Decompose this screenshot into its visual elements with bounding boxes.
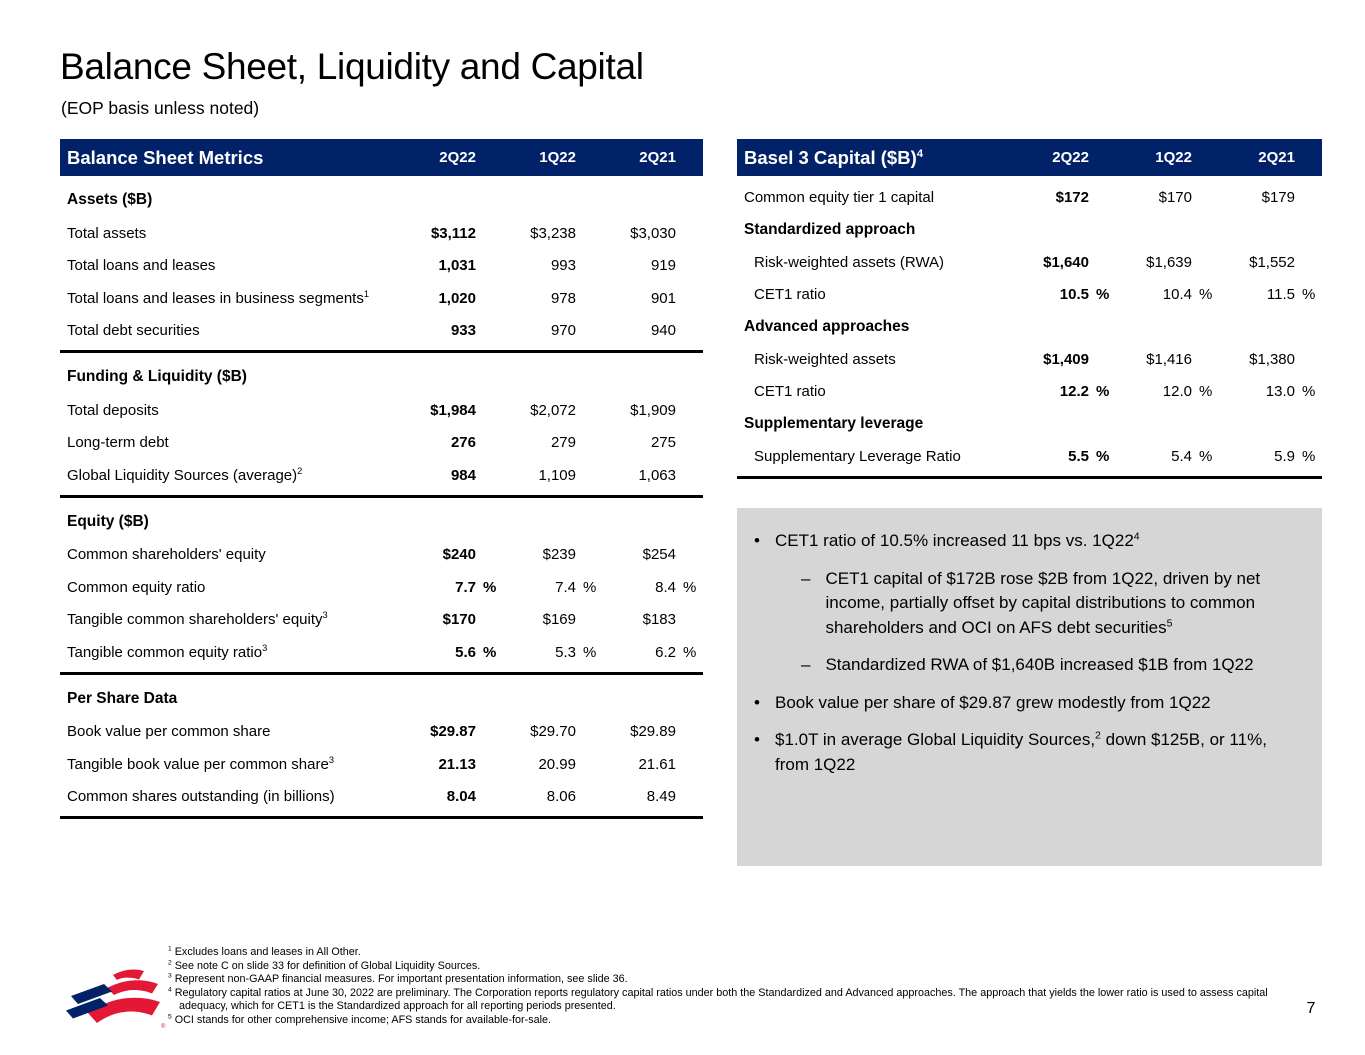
value-cell: 21.61 xyxy=(638,755,676,773)
table-row xyxy=(60,571,703,604)
percent-cell: % xyxy=(1302,286,1316,304)
value-cell: $1,909 xyxy=(630,401,676,419)
percent-cell: % xyxy=(483,578,497,596)
value-cell: 984 xyxy=(450,466,476,484)
balance-sheet-table-body xyxy=(60,176,703,819)
bullet-marker: • xyxy=(754,730,760,749)
value-cell: 901 xyxy=(650,289,676,307)
sub-bullet-item xyxy=(801,653,1300,678)
value-cell: 993 xyxy=(550,257,576,275)
row-label: Tangible common equity ratio$^3$ xyxy=(67,642,268,661)
table-section xyxy=(60,176,703,353)
bullet-item xyxy=(754,728,1300,777)
section-heading: Equity ($B) xyxy=(67,512,149,530)
row-label: Common equity tier 1 capital xyxy=(744,188,935,206)
footnote-ref: 2 xyxy=(1095,729,1101,742)
value-cell: $179 xyxy=(1261,188,1295,206)
table-title: Balance Sheet Metrics xyxy=(67,146,264,168)
value-cell: 12.2 xyxy=(1059,383,1089,401)
value-cell: 275 xyxy=(650,434,676,452)
table-section xyxy=(60,498,703,675)
value-cell: 13.0 xyxy=(1265,383,1295,401)
section-heading: Assets ($B) xyxy=(67,191,153,208)
group-heading: Supplementary leverage xyxy=(744,415,924,433)
table-row xyxy=(60,250,703,283)
value-cell: $169 xyxy=(542,611,576,629)
row-label: Risk-weighted assets xyxy=(754,350,896,368)
row-label: Risk-weighted assets (RWA) xyxy=(754,253,945,271)
basel3-capital-table xyxy=(737,139,1322,479)
row-label: CET1 ratio xyxy=(754,286,826,304)
value-cell: 5.5 xyxy=(1068,448,1089,466)
row-label: Total deposits xyxy=(67,401,159,419)
sub-bullet-text: CET1 capital of $172B rose $2B from 1Q22, driven by net income, partially offset by capital distributions to common shareholders and OCI on AFS debt securities$^5$ xyxy=(825,568,1261,637)
footnotes xyxy=(168,946,1270,1028)
row-label: Common shares outstanding (in billions) xyxy=(67,788,335,806)
value-cell: $3,030 xyxy=(630,224,676,242)
bullet-marker: • xyxy=(754,531,760,550)
value-cell: 1,020 xyxy=(438,289,476,307)
value-cell: 20.99 xyxy=(538,755,576,773)
percent-cell: % xyxy=(1199,286,1213,304)
footnote-ref: 3 xyxy=(322,610,328,621)
table-row xyxy=(737,376,1322,409)
value-cell: $239 xyxy=(542,546,576,564)
row-label: Common equity ratio xyxy=(67,578,206,596)
basel3-table-body xyxy=(737,176,1322,479)
value-cell: $2,072 xyxy=(530,401,576,419)
group-heading: Advanced approaches xyxy=(744,317,910,335)
value-cell: 933 xyxy=(450,322,476,340)
percent-cell: % xyxy=(583,643,597,661)
value-cell: 5.4 xyxy=(1171,448,1192,466)
value-cell: $3,238 xyxy=(530,224,576,242)
footnote-ref: 2 xyxy=(297,465,303,476)
row-label: Supplementary Leverage Ratio xyxy=(754,448,961,466)
percent-cell: % xyxy=(1302,448,1316,466)
table-row xyxy=(737,181,1322,214)
footnote-ref: 3 xyxy=(262,642,268,653)
value-cell: 5.3 xyxy=(555,643,576,661)
value-cell: 276 xyxy=(450,434,476,452)
table-row xyxy=(60,748,703,781)
value-cell: 919 xyxy=(650,257,676,275)
footnote-ref: 1 xyxy=(363,288,370,299)
table-row xyxy=(60,427,703,460)
table-section xyxy=(60,353,703,498)
footnote-ref: 4 xyxy=(916,147,924,160)
value-cell: $29.87 xyxy=(430,723,476,741)
bullet-marker: • xyxy=(754,692,760,712)
bank-of-america-logo xyxy=(57,962,169,1036)
sub-bullet-text: Standardized RWA of $1,640B increased $1B from 1Q22 xyxy=(825,655,1254,674)
footnote-ref: 5 xyxy=(1166,616,1173,629)
value-cell: $29.89 xyxy=(630,723,676,741)
value-cell: 10.4 xyxy=(1162,286,1192,304)
percent-cell: % xyxy=(1302,383,1316,401)
value-cell: $240 xyxy=(442,546,476,564)
bullet-item xyxy=(754,691,1300,716)
value-cell: 8.49 xyxy=(646,788,676,806)
percent-cell: % xyxy=(1199,448,1213,466)
table-row xyxy=(60,217,703,250)
table-row xyxy=(60,539,703,572)
column-header: 1Q22 xyxy=(1155,149,1192,166)
value-cell: 5.6 xyxy=(455,643,476,661)
sub-bullet-item xyxy=(801,567,1300,641)
balance-sheet-table-header xyxy=(60,139,703,176)
table-title: Basel 3 Capital ($B)$^4$ xyxy=(744,146,924,168)
bullet-text: Book value per share of $29.87 grew modestly from 1Q22 xyxy=(775,692,1211,712)
table-row xyxy=(60,716,703,749)
column-header: 2Q21 xyxy=(1258,149,1295,166)
section-heading: Per Share Data xyxy=(67,689,178,707)
table-section xyxy=(60,675,703,820)
table-row xyxy=(60,459,703,492)
page-number: 7 xyxy=(1306,1000,1316,1017)
footnote: $^1$ Excludes loans and leases in All Other. xyxy=(168,945,361,958)
percent-cell: % xyxy=(683,578,697,596)
column-header: 2Q22 xyxy=(1052,149,1089,166)
table-row xyxy=(737,440,1322,473)
footnote-ref: 4 xyxy=(1133,530,1140,543)
footnote-number: 4 xyxy=(168,986,172,994)
footnote-number: 2 xyxy=(168,959,172,966)
balance-sheet-metrics-table xyxy=(60,139,703,819)
value-cell: 7.7 xyxy=(455,578,476,596)
dash-marker: – xyxy=(801,568,811,588)
column-header: 1Q22 xyxy=(539,149,576,166)
value-cell: 940 xyxy=(650,322,676,340)
value-cell: $183 xyxy=(642,611,676,629)
row-label: Book value per common share xyxy=(67,723,271,741)
footnote-ref: 3 xyxy=(328,754,334,765)
bullet-item xyxy=(754,529,1300,554)
row-label: Global Liquidity Sources (average)$^2$ xyxy=(67,465,303,484)
value-cell: 1,109 xyxy=(538,466,576,484)
percent-cell: % xyxy=(483,643,497,661)
value-cell: $254 xyxy=(642,546,676,564)
footnote: $^2$ See note C on slide 33 for definition of Global Liquidity Sources. xyxy=(168,959,481,972)
row-label: Tangible common shareholders' equity$^3$ xyxy=(67,610,328,629)
value-cell: 1,031 xyxy=(438,257,476,275)
row-label: Common shareholders' equity xyxy=(67,546,266,564)
value-cell: 8.4 xyxy=(655,578,676,596)
value-cell: 21.13 xyxy=(438,755,476,773)
row-label: Total loans and leases xyxy=(67,257,216,275)
bullet-text: $1.0T in average Global Liquidity Sources,$^2$ down $125B, or 11%, from 1Q22 xyxy=(775,729,1267,774)
value-cell: 978 xyxy=(550,289,576,307)
value-cell: 6.2 xyxy=(655,643,676,661)
percent-cell: % xyxy=(1199,383,1213,401)
value-cell: 8.04 xyxy=(446,788,476,806)
row-label: CET1 ratio xyxy=(754,383,826,401)
value-cell: $170 xyxy=(1158,188,1192,206)
column-header: 2Q22 xyxy=(439,149,476,166)
page-title: Balance Sheet, Liquidity and Capital xyxy=(60,46,644,87)
footnote: $^5$ OCI stands for other comprehensive income; AFS stands for available-for-sale. xyxy=(168,1013,551,1026)
row-label: Total loans and leases in business segments$^1$ xyxy=(67,288,370,307)
value-cell: 970 xyxy=(550,322,576,340)
table-row xyxy=(737,278,1322,311)
value-cell: 12.0 xyxy=(1162,383,1192,401)
bullet-text: CET1 ratio of 10.5% increased 11 bps vs. $1Q22^4$ xyxy=(775,530,1140,550)
table-row xyxy=(737,343,1322,376)
value-cell: 1,063 xyxy=(638,466,676,484)
page-subtitle: (EOP basis unless noted) xyxy=(61,98,260,118)
column-header: 2Q21 xyxy=(639,149,676,166)
value-cell: $3,112 xyxy=(430,224,476,242)
footnote: $^3$ Represent non-GAAP financial measures. For important presentation information, see slide 36. xyxy=(168,972,628,986)
dash-marker: – xyxy=(801,655,811,674)
table-row xyxy=(60,315,703,348)
table-row xyxy=(60,282,703,315)
value-cell: 279 xyxy=(550,434,576,452)
value-cell: $1,552 xyxy=(1249,253,1295,271)
value-cell: $29.70 xyxy=(530,723,576,741)
footnote-number: 1 xyxy=(168,945,172,953)
footnote: $^4$ Regulatory capital ratios at June 30, 2022 are preliminary. The Corporation reports regulatory capital ratios under both the Standardized and Advanced approaches. The approach that yields the lower ratio is used to assess capital adequacy, which for CET1 is the Standardized approach for all reporting periods presented. xyxy=(168,986,1268,1013)
highlights-box xyxy=(737,508,1322,866)
value-cell: 11.5 xyxy=(1266,286,1295,304)
percent-cell: % xyxy=(1096,286,1110,304)
value-cell: $1,640 xyxy=(1043,253,1089,271)
table-row xyxy=(737,246,1322,279)
percent-cell: % xyxy=(683,643,697,661)
footnote-number: 3 xyxy=(168,972,172,980)
value-cell: 5.9 xyxy=(1274,448,1295,466)
value-cell: $1,639 xyxy=(1146,253,1192,271)
table-row xyxy=(60,781,703,814)
value-cell: $170 xyxy=(442,611,476,629)
table-row xyxy=(60,394,703,427)
value-cell: $172 xyxy=(1055,188,1089,206)
row-label: Long-term debt xyxy=(67,434,169,452)
basel3-table-header xyxy=(737,139,1322,176)
table-row xyxy=(60,604,703,637)
value-cell: 10.5 xyxy=(1059,286,1089,304)
percent-cell: % xyxy=(583,578,597,596)
group-heading: Standardized approach xyxy=(744,220,916,238)
value-cell: 8.06 xyxy=(546,788,576,806)
row-label: Total assets xyxy=(67,224,147,242)
value-cell: $1,416 xyxy=(1146,350,1192,368)
percent-cell: % xyxy=(1096,383,1110,401)
table-row xyxy=(60,636,703,669)
row-label: Total debt securities xyxy=(67,322,200,340)
value-cell: 7.4 xyxy=(555,578,576,596)
value-cell: $1,380 xyxy=(1249,350,1295,368)
svg-text:®: ® xyxy=(161,1024,166,1030)
footnote-number: 5 xyxy=(168,1013,172,1021)
section-heading: Funding & Liquidity ($B) xyxy=(67,368,247,385)
row-label: Tangible book value per common share$^3$ xyxy=(67,754,334,773)
value-cell: $1,409 xyxy=(1043,350,1089,368)
percent-cell: % xyxy=(1096,448,1110,466)
value-cell: $1,984 xyxy=(430,401,476,419)
